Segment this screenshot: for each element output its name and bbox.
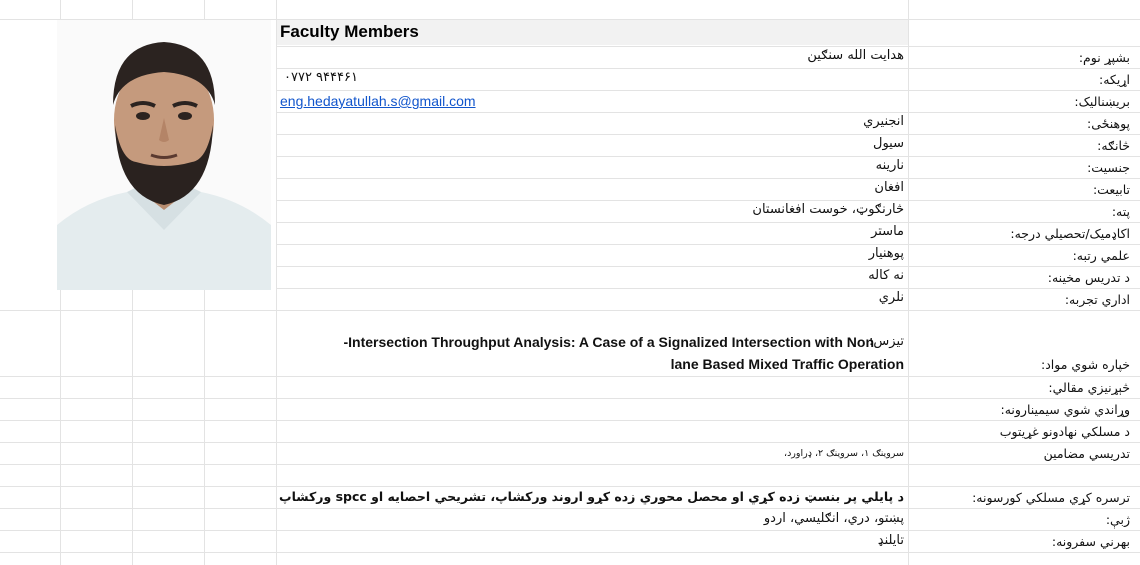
field-label-full-name: بشپړ نوم: [1078,50,1130,65]
field-value-nationality: افغان [874,180,904,195]
grid-row-line [0,464,1140,465]
thesis-title-line-2: lane Based Mixed Traffic Operation [670,356,904,372]
grid-col-line [276,0,277,565]
faculty-photo [57,20,271,290]
grid-row-line [276,266,1140,267]
field-label-foreign-travels: بهرني سفرونه: [1051,534,1130,549]
field-value-academic-degree: ماستر [871,224,904,239]
field-value-academic-rank: پوهنيار [868,246,904,261]
field-label-academic-rank: علمي رتبه: [1072,248,1130,263]
field-label-teaching-experience: د تدريس مخينه: [1047,270,1130,285]
field-label-gender: جنسيت: [1087,160,1130,175]
field-label-contact: اړيکه: [1099,72,1130,87]
grid-row-line [276,244,1140,245]
grid-row-line [276,178,1140,179]
field-value-languages: پښتو، دري، انګليسي، اردو [763,511,904,526]
field-value-foreign-travels: تايلنډ [877,533,904,548]
grid-row-line [276,156,1140,157]
thesis-title-line-1: -Intersection Throughput Analysis: A Case of a Signalized Intersection with Non [343,334,874,350]
grid-row-line [276,46,1140,47]
grid-row-line [0,486,1140,487]
grid-col-line [908,0,909,565]
field-value-teaching-subjects: سروينګ ۱، سروينګ ۲، ډراورد، [784,448,904,459]
field-value-gender: نارينه [875,158,904,173]
grid-row-line [0,530,1140,531]
field-label-department: څانګه: [1097,138,1130,153]
thesis-prefix: تيزس: [869,334,904,349]
field-label-faculty: پوهنځی: [1087,116,1130,131]
field-label-email: بريښناليک: [1074,94,1130,109]
person-photo-icon [57,20,271,290]
field-label-professional-memberships: د مسلکي نهادونو غړيتوب [999,424,1130,439]
grid-row-line [276,90,1140,91]
page-title: Faculty Members [280,22,419,41]
grid-row-line [276,68,1140,69]
field-label-professional-courses: ترسره کړي مسلکي کورسونه: [972,490,1130,505]
field-value-address: څارنګوټ، خوست افغانستان [752,202,904,217]
field-label-languages: ژبې: [1105,512,1130,527]
field-label-teaching-subjects: تدريسي مضامين [1043,446,1130,461]
grid-row-line [0,376,1140,377]
field-label-publications: خپاره شوي مواد: [1041,357,1130,372]
grid-row-line [0,442,1140,443]
field-value-department: سيول [873,136,904,151]
grid-row-line [0,310,1140,311]
grid-row-line [276,134,1140,135]
field-label-seminars: وړاندي شوي سيمينارونه: [1000,402,1130,417]
grid-row-line [276,200,1140,201]
field-label-nationality: تابيعت: [1092,182,1130,197]
field-value-contact: ۰۷۷۲ ۹۴۴۴۶۱ [284,70,358,85]
grid-row-line [0,420,1140,421]
field-label-admin-experience: اداري تجربه: [1064,292,1130,307]
grid-row-line [276,222,1140,223]
field-value-professional-courses: د پايلي پر بنسټ زده کړي او محصل محوري زده کړو اروند ورکشاپ، تشريحي احصايه او spcc ورکشاپ [279,489,904,504]
grid-row-line [0,552,1140,553]
field-label-academic-degree: اکاډميک/تحصيلي درجه: [1010,226,1130,241]
field-value-faculty: انجنيري [863,114,904,129]
grid-row-line [276,112,1140,113]
field-label-address: پته: [1111,204,1130,219]
grid-row-line [276,288,1140,289]
grid-row-line [0,508,1140,509]
field-value-admin-experience: نلري [878,290,904,305]
field-label-research-articles: څېړنيزي مقالي: [1048,380,1130,395]
grid-row-line [0,398,1140,399]
email-link[interactable]: eng.hedayatullah.s@gmail.com [280,93,476,109]
field-value-teaching-experience: نه کاله [868,268,904,283]
field-value-full-name: هدايت الله سنګين [807,48,904,63]
